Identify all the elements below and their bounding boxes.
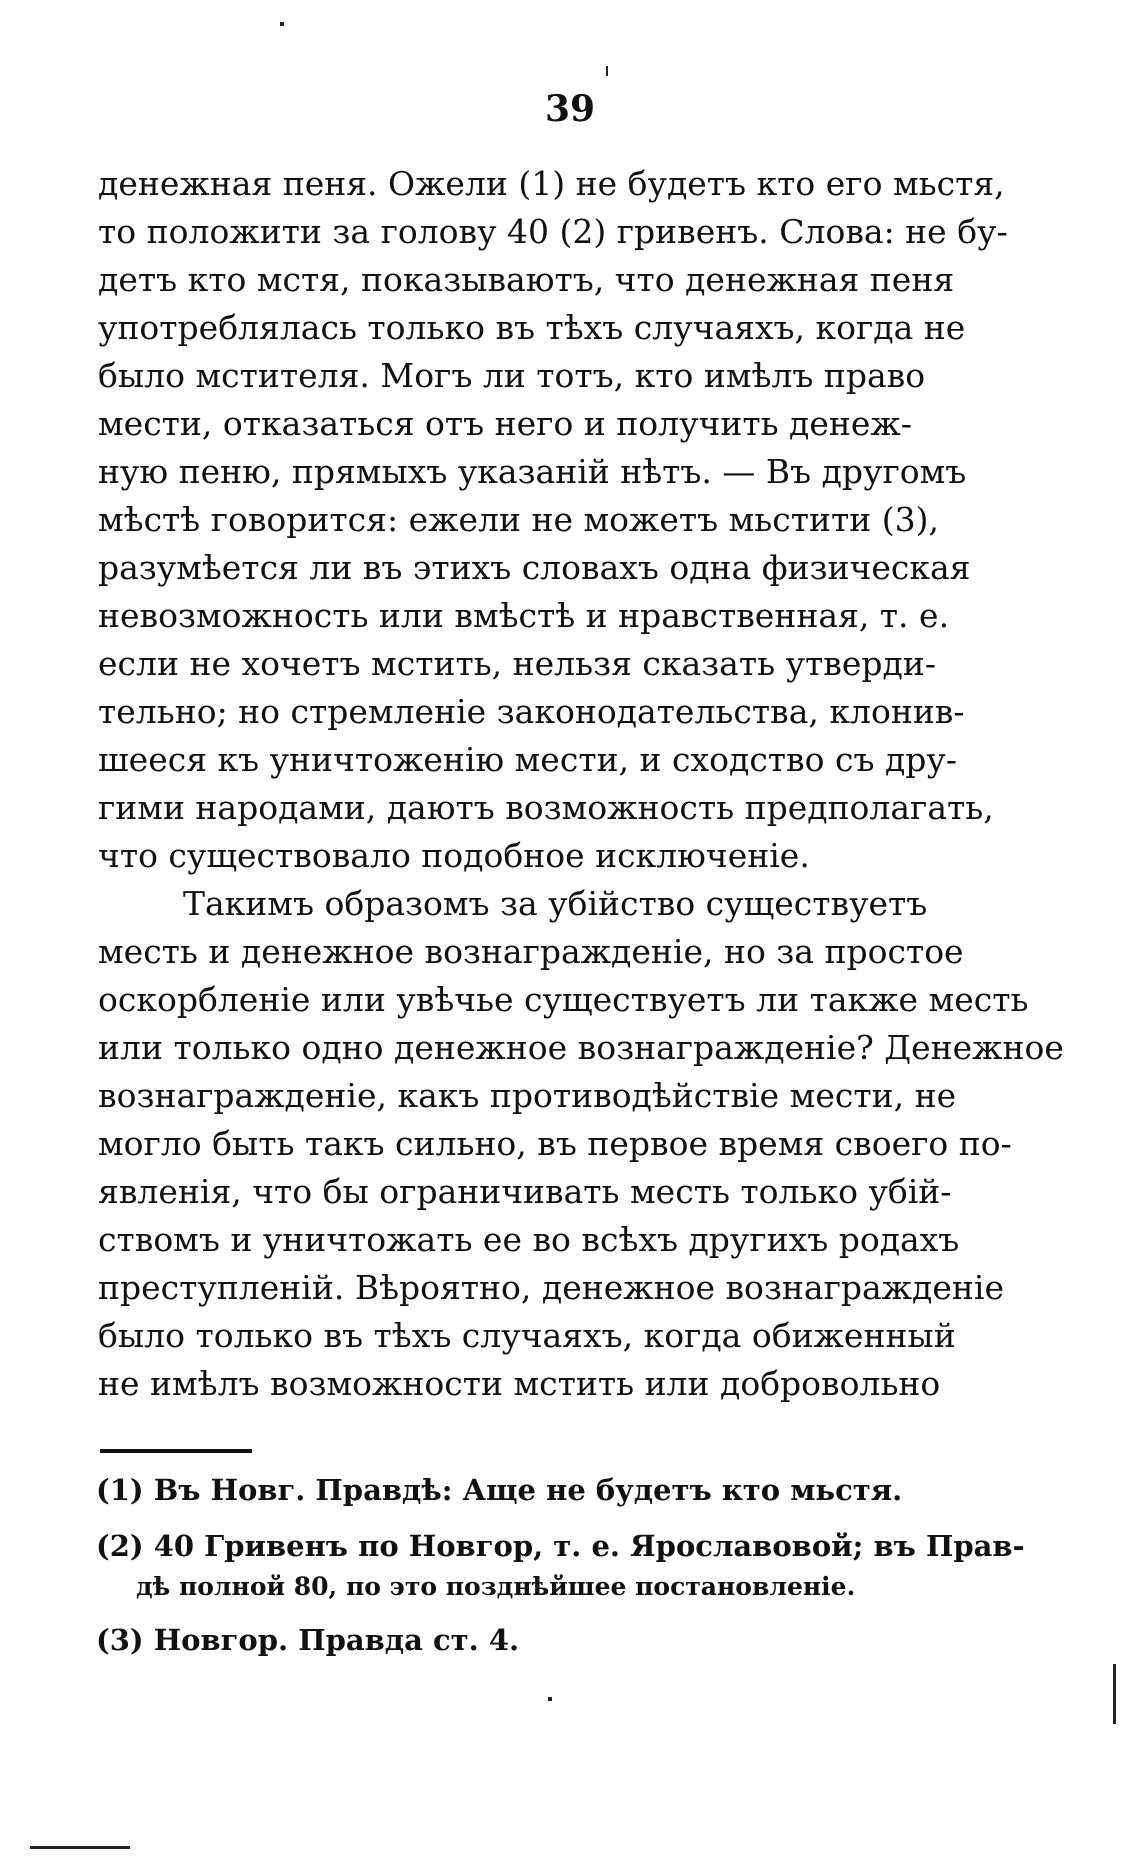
footnote-2-continuation: дѣ полной 80, по это позднѣйшее постановленіе. xyxy=(136,1572,856,1601)
text-line: шееся къ уничтоженію мести, и сходство съ дру- xyxy=(98,740,957,779)
text-line: было только въ тѣхъ случаяхъ, когда обиженный xyxy=(98,1316,956,1355)
text-line: месть и денежное вознагражденіе, но за простое xyxy=(98,932,964,971)
text-line: было мстителя. Могъ ли тотъ, кто имѣлъ право xyxy=(98,356,926,395)
scan-speck xyxy=(30,1846,130,1849)
footnote-3: (3) Новгор. Правда ст. 4. xyxy=(96,1623,520,1657)
text-line: употреблялась только въ тѣхъ случаяхъ, когда не xyxy=(98,308,966,347)
footnote-2: (2) 40 Гривенъ по Новгор, т. е. Ярославовой; въ Прав- xyxy=(96,1529,1025,1563)
text-line: ствомъ и уничтожать ее во всѣхъ другихъ родахъ xyxy=(98,1220,960,1259)
footnote-separator xyxy=(100,1449,252,1453)
text-line: то положити за голову 40 (2) гривенъ. Слова: не бу- xyxy=(98,212,1008,251)
text-line: мѣстѣ говорится: ежели не можетъ мьстити (3), xyxy=(98,500,939,539)
text-line: невозможность или вмѣстѣ и нравственная, т. е. xyxy=(98,596,950,635)
footnote-1: (1) Въ Новг. Правдѣ: Аще не будетъ кто мьстя. xyxy=(96,1473,903,1507)
text-line: могло быть такъ сильно, въ первое время своего по- xyxy=(98,1124,1012,1163)
scan-speck xyxy=(280,22,284,26)
text-line: разумѣется ли въ этихъ словахъ одна физическая xyxy=(98,548,971,587)
text-line: мести, отказаться отъ него и получить денеж- xyxy=(98,404,912,443)
text-line: если не хочетъ мстить, нельзя сказать утверди- xyxy=(98,644,936,683)
text-line: денежная пеня. Ожели (1) не будетъ кто его мьстя, xyxy=(98,164,1005,203)
scan-speck xyxy=(548,1697,552,1701)
page-number: 39 xyxy=(544,88,596,130)
paragraph-start-line: Такимъ образомъ за убійство существуетъ xyxy=(183,884,928,923)
text-line: что существовало подобное исключеніе. xyxy=(98,836,810,875)
text-line: преступленій. Вѣроятно, денежное вознагражденіе xyxy=(98,1268,1004,1307)
footnotes xyxy=(96,1468,1025,1662)
text-line: явленія, что бы ограничивать месть только убій- xyxy=(98,1172,952,1211)
text-line: оскорбленіе или увѣчье существуетъ ли также месть xyxy=(98,980,1029,1019)
text-line: тельно; но стремленіе законодательства, клонив- xyxy=(98,692,965,731)
scan-speck xyxy=(1113,1664,1116,1724)
text-line: детъ кто мстя, показываютъ, что денежная пеня xyxy=(98,260,955,299)
text-line: или только одно денежное вознагражденіе? Денежное xyxy=(98,1028,1064,1067)
body-text xyxy=(98,160,1064,1408)
scan-speck xyxy=(606,66,608,76)
text-line: гими народами, даютъ возможность предполагать, xyxy=(98,788,994,827)
text-line: ную пеню, прямыхъ указаній нѣтъ. — Въ другомъ xyxy=(98,452,967,491)
text-line: не имѣлъ возможности мстить или добровольно xyxy=(98,1364,941,1403)
text-line: вознагражденіе, какъ противодѣйствіе мести, не xyxy=(98,1076,957,1115)
